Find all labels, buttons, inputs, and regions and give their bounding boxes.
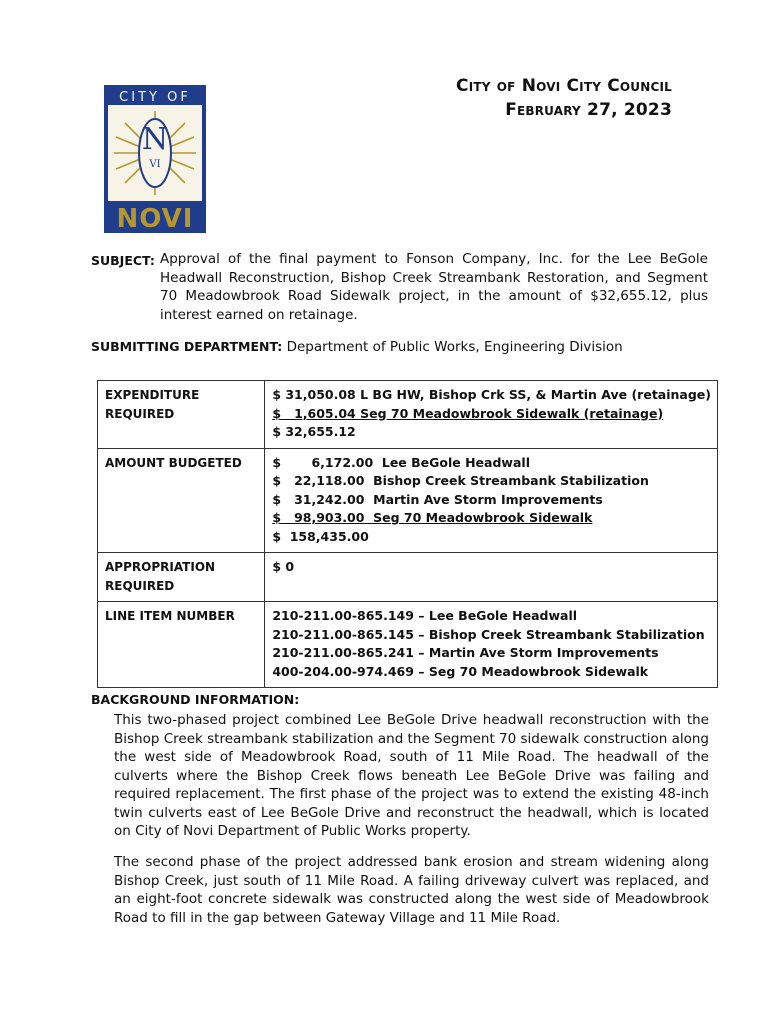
line-item: 210-211.00-865.145 – Bishop Creek Streambank Stabilization bbox=[272, 626, 705, 642]
appropriation-value: $ 0 bbox=[265, 553, 718, 602]
council-header bbox=[456, 74, 672, 122]
council-name: City of Novi City Council bbox=[456, 76, 672, 96]
submitting-department bbox=[91, 339, 623, 355]
budgeted-line: $ 6,172.00 Lee BeGole Headwall bbox=[272, 454, 530, 470]
line-item: 400-204.00-974.469 – Seg 70 Meadowbrook Sidewalk bbox=[272, 663, 649, 679]
budgeted-total: $ 158,435.00 bbox=[272, 528, 369, 544]
logo-bottom-text: NOVI bbox=[116, 204, 194, 233]
novi-seal-icon bbox=[104, 85, 206, 233]
line-item: 210-211.00-865.241 – Martin Ave Storm Improvements bbox=[272, 645, 659, 660]
budgeted-label: AMOUNT BUDGETED bbox=[98, 448, 265, 553]
line-item-label: LINE ITEM NUMBER bbox=[98, 602, 265, 688]
budgeted-line: $ 22,118.00 Bishop Creek Streambank Stabilization bbox=[272, 473, 649, 488]
expenditure-total: $ 32,655.12 bbox=[272, 424, 356, 439]
meeting-date: February 27, 2023 bbox=[505, 100, 672, 120]
budgeted-line: $ 31,242.00 Martin Ave Storm Improvements bbox=[272, 491, 603, 507]
submitting-department-label: SUBMITTING DEPARTMENT: bbox=[91, 339, 283, 354]
expenditure-label: EXPENDITURE REQUIRED bbox=[98, 381, 265, 449]
expenditure-value bbox=[265, 381, 718, 449]
appropriation-label: APPROPRIATION REQUIRED bbox=[98, 553, 265, 602]
background-paragraph-2: The second phase of the project addressed bank erosion and stream widening along Bishop Creek, just south of 11 Mile Road. A failing driveway culvert was replaced, and an eight-foot concrete sidewalk was constructed along the west side of Meadowbrook Road to fill in the gap between Gateway Village and 11 Mile Road. bbox=[114, 854, 709, 926]
line-item: 210-211.00-865.149 – Lee BeGole Headwall bbox=[272, 608, 578, 623]
expenditure-line: $ 1,605.04 Seg 70 Meadowbrook Sidewalk (retainage) bbox=[272, 405, 664, 421]
subject-label: SUBJECT: bbox=[91, 253, 155, 268]
logo-top-text: CITY OF bbox=[119, 90, 191, 105]
line-item-value bbox=[265, 602, 718, 688]
table-row bbox=[98, 602, 718, 688]
subject-text: Approval of the final payment to Fonson Company, Inc. for the Lee BeGole Headwall Reconstruction, Bishop Creek Streambank Restoration, and Segment 70 Meadowbrook Road Sidewalk project, in the amount of $32,655.12, plus interest earned on retainage. bbox=[160, 251, 708, 323]
financial-table bbox=[97, 380, 718, 688]
table-row bbox=[98, 381, 718, 449]
table-row bbox=[98, 553, 718, 602]
budgeted-line: $ 98,903.00 Seg 70 Meadowbrook Sidewalk bbox=[272, 510, 593, 525]
city-of-novi-logo bbox=[104, 85, 206, 233]
table-row bbox=[98, 448, 718, 553]
background-paragraph-1: This two-phased project combined Lee BeGole Drive headwall reconstruction with the Bishop Creek streambank stabilization and the Segment 70 sidewalk construction along the west side of Meadowbrook Road, south of 11 Mile Road. The headwall of the culverts where the Bishop Creek flows beneath Lee BeGole Drive was failing and required replacement. The first phase of the project was to extend the existing 48-inch twin culverts east of Lee BeGole Drive and reconstruct the headwall, which is located on City of Novi Department of Public Works property. bbox=[114, 712, 710, 839]
background-heading: BACKGROUND INFORMATION: bbox=[91, 692, 300, 707]
expenditure-line: $ 31,050.08 L BG HW, Bishop Crk SS, & Martin Ave (retainage) bbox=[272, 387, 711, 402]
submitting-department-value: Department of Public Works, Engineering Division bbox=[286, 339, 623, 355]
logo-emblem-letter: N bbox=[141, 122, 169, 157]
logo-emblem-numeral: VI bbox=[149, 159, 161, 170]
budgeted-value bbox=[265, 448, 718, 553]
